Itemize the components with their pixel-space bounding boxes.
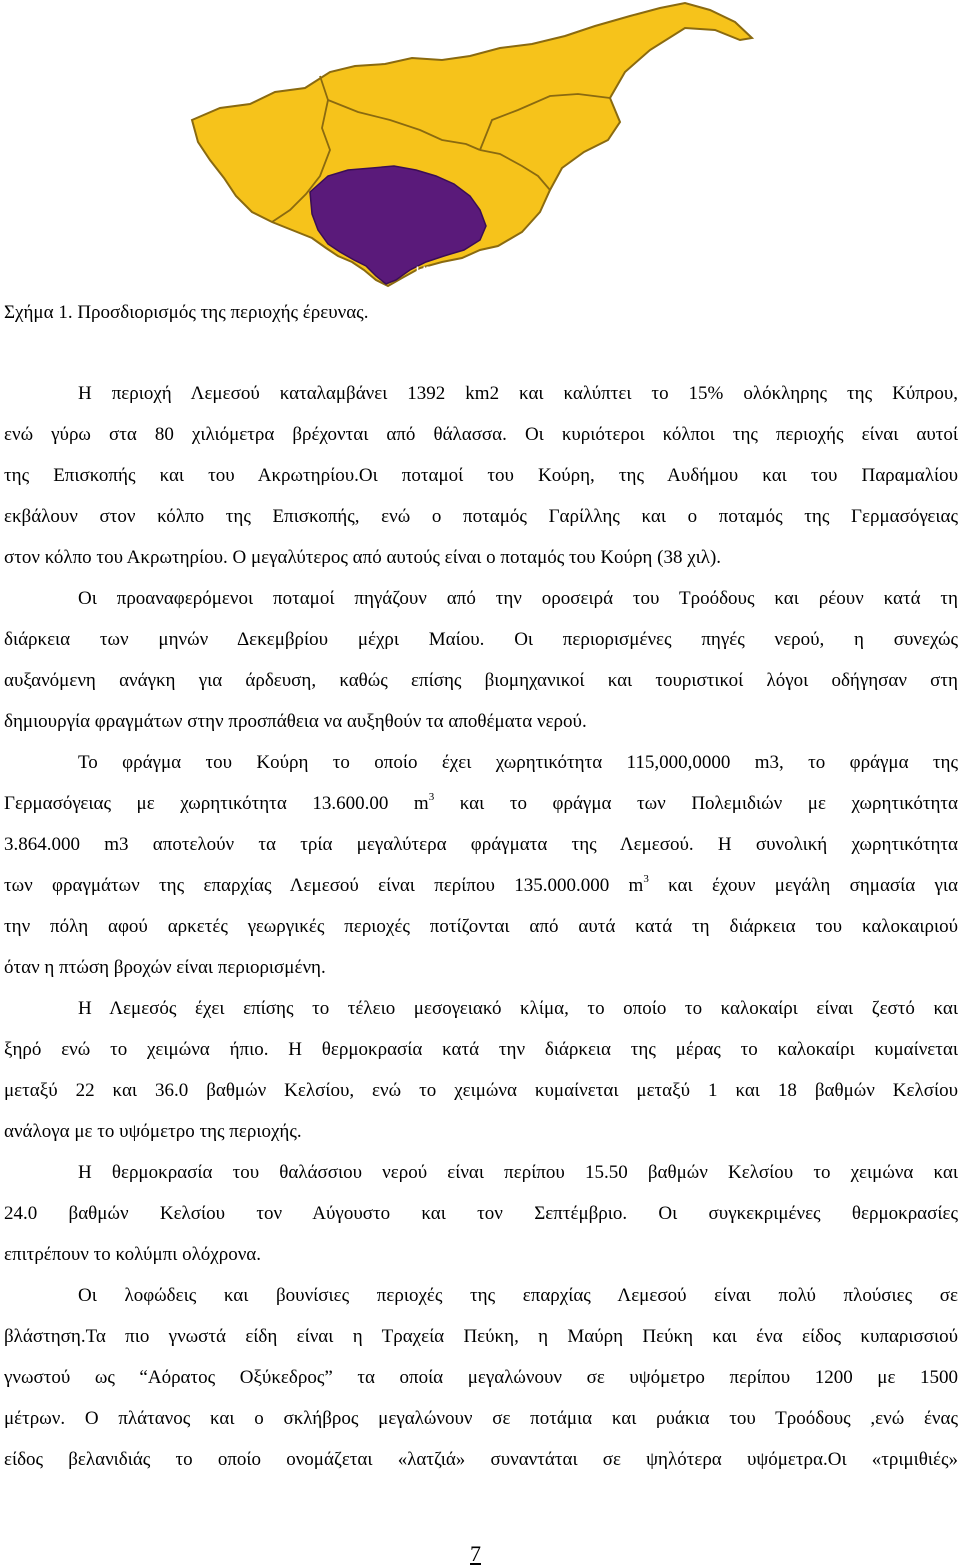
paragraph-line: ανάλογα με το υψόμετρο της περιοχής. [4,1121,302,1142]
paragraph-line: γνωστού ως “Αόρατος Οξύκεδρος” τα οποία μεγαλώνουν σε υψόμετρο περίπου 1200 με 1500 [4,1367,958,1388]
paragraph-line: Οι προαναφερόμενοι ποταμοί πηγάζουν από την οροσειρά του Τροόδους και ρέουν κατά τη [78,588,958,609]
paragraph-line: στον κόλπο του Ακρωτηρίου. Ο μεγαλύτερος από αυτούς είναι ο ποταμός του Κούρη (38 χιλ). [4,547,722,568]
paragraph-line: ξηρό ενώ το χειμώνα ήπιο. Η θερμοκρασία κατά την διάρκεια της μέρας το καλοκαίρι κυμαίνεται [4,1039,958,1060]
paragraph-line: Η θερμοκρασία του θαλάσσιου νερού είναι περίπου 15.50 βαθμών Κελσίου το χειμώνα και [78,1162,958,1183]
figure-caption: Σχήμα 1. Προσδιορισμός της περιοχής έρευνας. [4,302,369,323]
paragraph-line: 3.864.000 m3 αποτελούν τα τρία μεγαλύτερα φράγματα της Λεμεσού. Η συνολική χωρητικότητα [4,834,958,855]
paragraph-line: είδος βελανιδιάς το οποίο ονομάζεται «λατζιά» συναντάται σε ψηλότερα υψόμετρα.Οι «τριμιθιές» [4,1449,958,1470]
line-segment: και το φράγμα των Πολεμιδιών με χωρητικότητα [434,793,959,814]
paragraph-line: 24.0 βαθμών Κελσίου τον Αύγουστο και τον Σεπτέμβριο. Οι συγκεκριμένες θερμοκρασίες [4,1203,958,1224]
paragraph-line: όταν η πτώση βροχών είναι περιορισμένη. [4,957,326,978]
superscript: 3 [428,791,435,803]
paragraph-line: μεταξύ 22 και 36.0 βαθμών Κελσίου, ενώ το χειμώνα κυμαίνεται μεταξύ 1 και 18 βαθμών Κελσίου [4,1080,958,1101]
superscript: 3 [643,873,649,885]
paragraph-line: Η Λεμεσός έχει επίσης το τέλειο μεσογειακό κλίμα, το οποίο το καλοκαίρι είναι ζεστό και [78,998,958,1019]
line-segment: και έχουν μεγάλη σημασία για [648,875,958,896]
paragraph-line: Οι λοφώδεις και βουνίσιες περιοχές της επαρχίας Λεμεσού είναι πολύ πλούσιες σε [78,1285,958,1306]
paragraph-line: μέτρων. Ο πλάτανος και ο σκλήβρος μεγαλώνουν σε ποτάμια και ρυάκια του Τροόδους ,ενώ ένας [4,1408,958,1429]
page-number: 7 [470,1541,481,1566]
line-segment: Γερμασόγειας με χωρητικότητα 13.600.00 m [4,793,429,814]
line-segment: των φραγμάτων της επαρχίας Λεμεσού είναι περίπου 135.000.000 m [4,875,644,896]
paragraph-line: ενώ γύρω στα 80 χιλιόμετρα βρέχονται από θάλασσα. Οι κυριότεροι κόλποι της περιοχής είναι αυτοί [4,424,958,445]
paragraph-line: την πόλη αφού αρκετές γεωργικές περιοχές ποτίζονται από αυτά κατά τη διάρκεια του καλοκαιριού [4,916,958,937]
map-label-limassol: LIMASSOL [416,265,473,277]
paragraph-line [4,792,958,816]
paragraph-line: επιτρέπουν το κολύμπι ολόχρονα. [4,1244,262,1265]
paragraph-line: Η περιοχή Λεμεσού καταλαμβάνει 1392 km2 και καλύπτει το 15% ολόκληρης της Κύπρου, [78,383,958,404]
paragraph-line: διάρκεια των μηνών Δεκεμβρίου μέχρι Μαίου. Οι περιορισμένες πηγές νερού, η συνεχώς [4,629,958,650]
cyprus-map [180,0,760,296]
paragraph-line [4,874,958,898]
paragraph-line: εκβάλουν στον κόλπο της Επισκοπής, ενώ ο ποταμός Γαρίλλης και ο ποταμός της Γερμασόγειας [4,506,958,527]
paragraph-line: βλάστηση.Τα πιο γνωστά είδη είναι η Τραχεία Πεύκη, η Μαύρη Πεύκη και ένα είδος κυπαρισσιού [4,1326,958,1347]
paragraph-line: Το φράγμα του Κούρη το οποίο έχει χωρητικότητα 115,000,0000 m3, το φράγμα της [78,752,958,773]
paragraph-line: της Επισκοπής και του Ακρωτηρίου.Οι ποταμοί του Κούρη, της Αυδήμου και του Παραμαλίου [4,465,958,486]
paragraph-line: δημιουργία φραγμάτων στην προσπάθεια να αυξηθούν τα αποθέματα νερού. [4,711,587,732]
paragraph-line: αυξανόμενη ανάγκη για άρδευση, καθώς επίσης βιομηχανικοί και τουριστικοί λόγοι οδήγησαν στη [4,670,958,691]
